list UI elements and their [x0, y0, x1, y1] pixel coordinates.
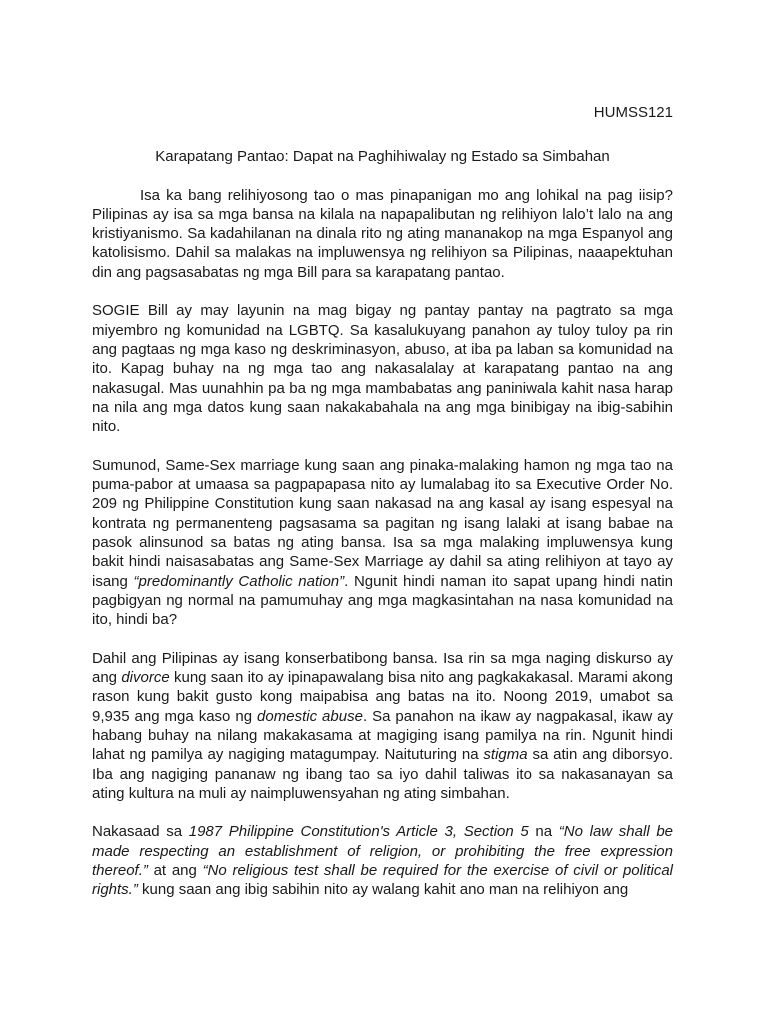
paragraph-text: kung saan ang ibig sabihin nito ay walang kahit ano man na relihiyon ang	[137, 881, 629, 899]
emphasis-text: stigma	[483, 746, 528, 764]
emphasis-text: 1987 Philippine Constitution's Article 3, Section 5	[188, 823, 529, 841]
emphasis-text: “predominantly Catholic nation”	[133, 572, 345, 590]
document-title: Karapatang Pantao: Dapat na Paghihiwalay ng Estado sa Simbahan	[155, 148, 610, 166]
paragraph-same-sex-marriage	[92, 456, 673, 630]
paragraph-text: Sumunod, Same-Sex marriage kung saan ang pinaka-malaking hamon ng mga tao na puma-pabor at umaasa sa pagpapapasa nito ay lumalabag ito sa Executive Order No. 209 ng Philippine Constitution kung saan nakasad na ang kasal ay isang espesyal na kontrata ng permanenteng pagsasama sa pagitan ng isang lalaki at isang babae na pasok alinsunod sa batas ng ating bansa. Isa sa mga malaking impluwensya kung bakit hindi naisasabatas ang Same-Sex Marriage ay dahil sa ating relihiyon at tayo ay isang	[92, 456, 673, 590]
paragraph-text: . Sa panahon na ikaw ay nagpakasal, ikaw ay habang buhay na nilang makakasama at magiging isang pamilya na rin. Ngunit hindi lahat ng pamilya ay nagiging matagumpay. Naituturing na	[92, 707, 674, 764]
paragraph-divorce	[92, 649, 673, 803]
paragraph-text: . Ngunit hindi naman ito sapat upang hindi natin pagbigyan ng normal na pamumuhay ang mga magkasintahan na nasa komunidad na ito, hindi ba?	[92, 572, 674, 629]
document-page	[92, 103, 673, 919]
paragraph-constitution	[92, 822, 673, 899]
paragraph-text: Nakasaad sa	[92, 823, 189, 841]
paragraph-text: Dahil ang Pilipinas ay isang konserbatibong bansa. Isa rin sa mga naging diskurso ay ang	[92, 649, 673, 687]
emphasis-text: domestic abuse	[257, 707, 363, 725]
emphasis-text: divorce	[121, 669, 170, 687]
paragraph-text: sa atin ang diborsyo. Iba ang nagiging pananaw ng ibang tao sa iyo dahil taliwas ito sa nakasanayan sa ating kultura na muli ay naimpluwensyahan ng ating simbahan.	[92, 746, 673, 802]
paragraph-text: kung saan ito ay ipinapawalang bisa nito ang pagkakakasal. Marami akong rason kung bakit gusto kong maipabisa ang batas na ito. Noong 2019, umabot sa 9,935 ang mga kaso ng	[92, 669, 673, 725]
paragraph-intro: Isa ka bang relihiyosong tao o mas pinapanigan mo ang lohikal na pag iisip? Pilipinas ay isa sa mga bansa na kilala na napapalibutan ng relihiyon lalo’t lalo na ang kristiyanismo. Sa kadahilanan na dinala rito ng ating mananakop na mga Espanyol ang katolisismo. Dahil sa malakas na impluwensya ng relihiyon sa Pilipinas, naaapektuhan din ang pagsasabatas ng mga Bill para sa karapatang pantao.	[92, 186, 673, 281]
paragraph-text: at ang	[147, 861, 203, 879]
emphasis-text: “No religious test shall be required for the exercise of civil or political rights.”	[92, 861, 673, 899]
paragraph-sogie-bill: SOGIE Bill ay may layunin na mag bigay ng pantay pantay na pagtrato sa mga miyembro ng komunidad na LGBTQ. Sa kasalukuyang panahon ay tuloy tuloy pa rin ang pagtaas ng mga kaso ng deskriminasyon, abuso, at iba pa laban sa komunidad na ito. Kapag buhay na ng mga tao ang nakasalalay at karapatang pantao na ang nakasugal. Mas uunahhin pa ba ng mga mambabatas ang paniniwala kahit nasa harap na nila ang mga datos kung saan nakakabahala na ang mga binibigay na ibig-sabihin nito.	[92, 302, 673, 436]
course-code: HUMSS121	[593, 104, 673, 121]
emphasis-text: “No law shall be made respecting an establishment of religion, or prohibiting the free expression thereof.”	[92, 823, 673, 879]
paragraph-text: na	[528, 823, 559, 841]
